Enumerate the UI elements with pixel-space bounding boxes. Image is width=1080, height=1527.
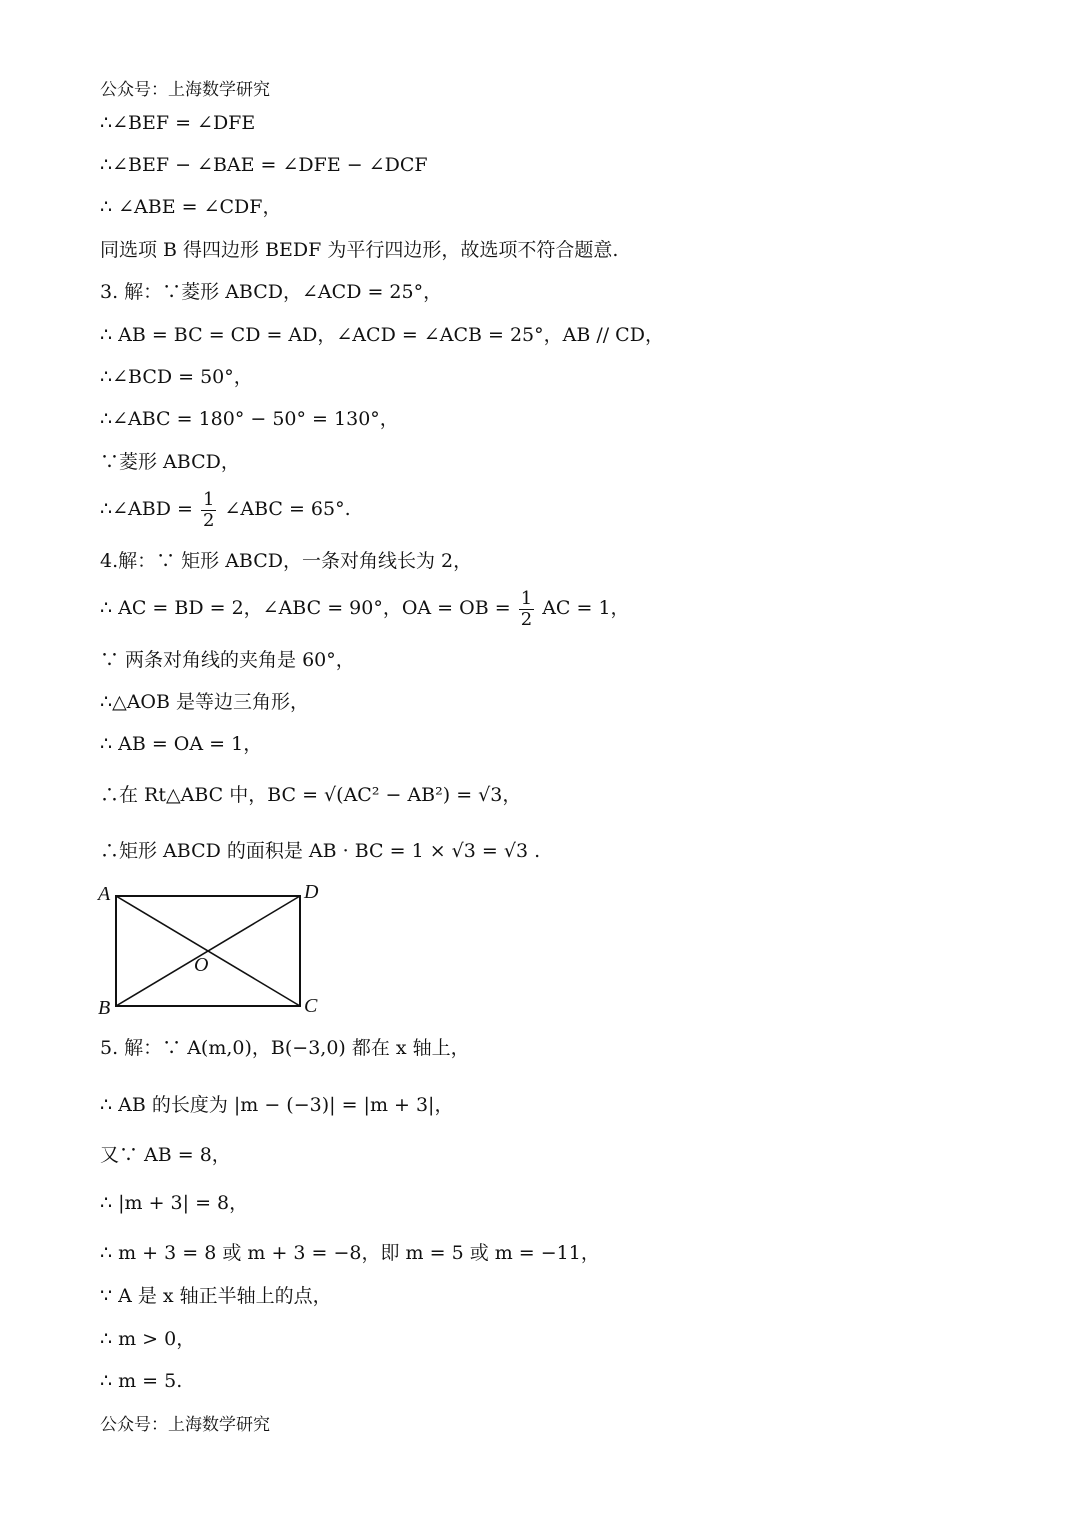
line-6: ∴ AB = BC = CD = AD，∠ACD = ∠ACB = 25°，AB // CD， [100,324,664,346]
line-3: ∴ ∠ABE = ∠CDF， [100,196,282,218]
line-24: ∴ m > 0， [100,1328,196,1350]
line-1: ∴∠BEF = ∠DFE [100,112,256,134]
line-21: ∴ |m + 3| = 8， [100,1192,249,1214]
line-16: ∴在 Rt△ABC 中，BC = √(AC² − AB²) = √3， [100,784,522,806]
line-19: ∴ AB 的长度为 |m − (−3)| = |m + 3|， [100,1094,454,1116]
line-17: ∴矩形 ABCD 的面积是 AB · BC = 1 × √3 = √3 . [100,840,541,862]
line-5: 3. 解：∵菱形 ABCD，∠ACD = 25°， [100,281,443,303]
fraction-half-2 [519,589,534,630]
line-9: ∵菱形 ABCD， [100,451,240,473]
label-a: A [98,883,111,905]
fraction-numerator-2: 1 [520,587,533,609]
label-o: O [194,954,209,976]
line-18: 5. 解：∵ A(m,0)，B(−3,0) 都在 x 轴上， [100,1037,470,1059]
line-12 [100,586,630,630]
watermark-top: 公众号：上海数学研究 [100,80,270,100]
line-20: 又∵ AB = 8， [100,1144,231,1166]
line-12-pre: ∴ AC = BD = 2，∠ABC = 90°，OA = OB = [100,597,511,619]
line-15: ∴ AB = OA = 1， [100,733,263,755]
line-14: ∴△AOB 是等边三角形， [100,691,310,713]
line-8: ∴∠ABC = 180° − 50° = 130°， [100,408,399,430]
line-10 [100,487,351,531]
line-22: ∴ m + 3 = 8 或 m + 3 = −8，即 m = 5 或 m = −11， [100,1242,600,1264]
rectangle-figure [90,876,330,1021]
label-c: C [304,995,318,1017]
line-7: ∴∠BCD = 50°， [100,366,253,388]
fraction-denominator: 2 [202,509,215,531]
label-d: D [304,881,319,903]
line-4: 同选项 B 得四边形 BEDF 为平行四边形，故选项不符合题意. [100,239,619,261]
line-2: ∴∠BEF − ∠BAE = ∠DFE − ∠DCF [100,154,428,176]
line-23: ∵ A 是 x 轴正半轴上的点， [100,1285,332,1307]
watermark-bottom: 公众号：上海数学研究 [100,1415,270,1435]
label-b: B [98,997,111,1019]
line-13: ∵ 两条对角线的夹角是 60°， [100,649,355,671]
line-12-post: AC = 1， [542,597,630,619]
fraction-half [201,490,216,531]
line-25: ∴ m = 5. [100,1370,183,1392]
fraction-denominator-2: 2 [520,608,533,630]
line-10-pre: ∴∠ABD = [100,498,193,520]
fraction-numerator: 1 [202,488,215,510]
line-11: 4.解：∵ 矩形 ABCD，一条对角线长为 2， [100,550,473,572]
line-10-post: ∠ABC = 65°. [224,498,351,520]
